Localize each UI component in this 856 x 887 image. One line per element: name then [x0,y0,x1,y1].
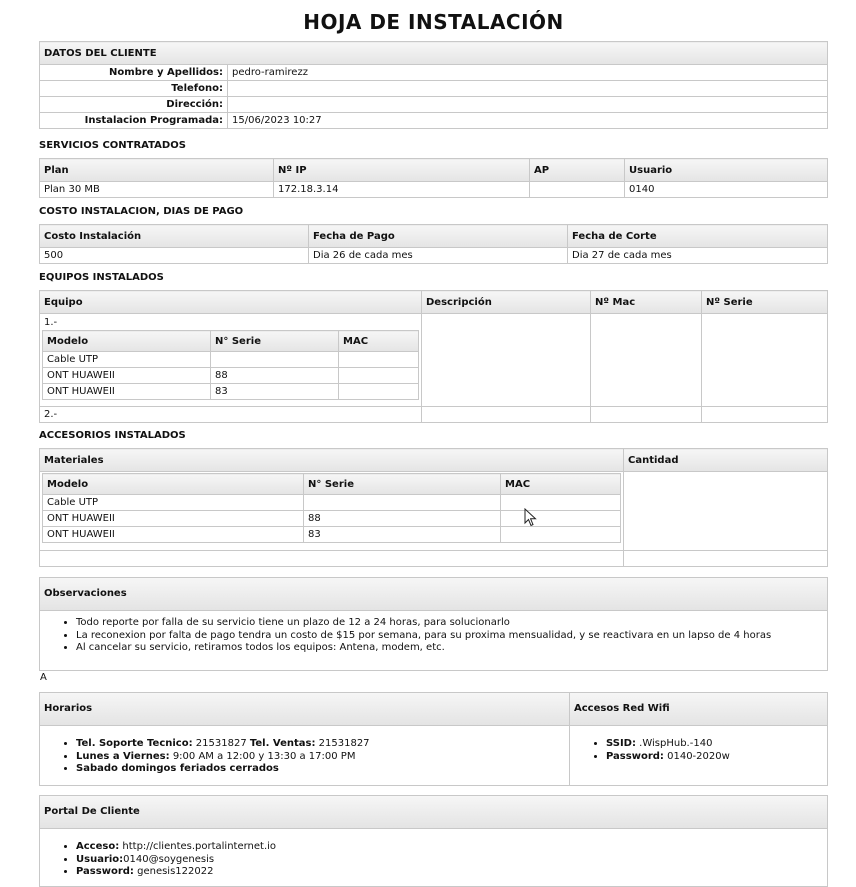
section-title-servicios: SERVICIOS CONTRATADOS [39,140,186,151]
cell-descripcion-2 [422,407,591,423]
cell-cantidad [624,472,828,551]
table-row [43,368,419,384]
list-item: • Al cancelar su servicio, retiramos todos los equipos: Antena, modem, etc. [76,642,827,655]
section-title-equipos: EQUIPOS INSTALADOS [39,272,164,283]
cell-modelo: ONT HUAWEII [43,368,211,384]
table-row [43,352,419,368]
header-ip: Nº IP [274,159,530,182]
observations-box [39,577,828,671]
weekday-value: 9:00 AM a 12:00 y 13:30 a 17:00 PM [172,750,356,762]
cell-serie-2 [702,407,828,423]
weekend-text: Sabado domingos feriados cerrados [76,763,279,774]
wifi-title: Accesos Red Wifi [570,693,827,726]
cell-serie: 83 [211,384,339,400]
portal-box [39,795,828,887]
cell-costo: 500 [40,248,309,264]
list-item [76,854,827,867]
header-costo: Costo Instalación [40,225,309,248]
header-materiales: Materiales [40,449,624,472]
cell-mac-1 [591,314,702,407]
label-nombre: Nombre y Apellidos: [40,65,228,81]
value-nombre: pedro-ramirezz [228,65,828,81]
cell-modelo: ONT HUAWEII [43,511,304,527]
cell-modelo: ONT HUAWEII [43,384,211,400]
label-telefono: Telefono: [40,81,228,97]
ssid-label: SSID: [606,738,636,749]
cell-serie [304,495,501,511]
cell-serie: 83 [304,527,501,543]
support-phone-value: 21531827 [195,738,247,749]
cell-serie: 88 [211,368,339,384]
weekday-label: Lunes a Viernes: [76,750,170,762]
cell-modelo: Cable UTP [43,495,304,511]
table-row [43,527,621,543]
label-direccion: Dirección: [40,97,228,113]
list-item: • Todo reporte por falla de su servicio tiene un plazo de 12 a 24 horas, para solucionarlo [76,617,827,630]
section-title-cliente: DATOS DEL CLIENTE [40,42,828,65]
section-title-accesorios: ACCESORIOS INSTALADOS [39,430,186,441]
value-telefono [228,81,828,97]
list-item [76,751,569,764]
schedule-title: Horarios [40,693,569,726]
wifi-password-label: Password: [606,750,664,762]
inner-header-serie: N° Serie [304,474,501,495]
equipment-table [39,290,828,423]
list-item [606,751,827,764]
cell-plan: Plan 30 MB [40,182,274,198]
cell-usuario: 0140 [625,182,828,198]
value-direccion [228,97,828,113]
wifi-list [570,738,827,763]
list-item [76,841,827,854]
services-table [39,158,828,198]
inner-header-modelo: Modelo [43,331,211,352]
header-plan: Plan [40,159,274,182]
wifi-password-value: 0140-2020w [667,750,730,762]
portal-title: Portal De Cliente [40,796,827,829]
list-item [76,763,569,776]
section-title-costo: COSTO INSTALACION, DIAS DE PAGO [39,206,244,217]
list-item: • La reconexion por falta de pago tendra un costo de $15 por semana, para su proxima mensualidad, y se reactivara en un lapso de 4 horas [76,630,827,643]
cost-table [39,224,828,264]
label-instalacion: Instalacion Programada: [40,113,228,129]
cell-mac [501,495,621,511]
portal-user-value: 0140@soygenesis [123,853,215,865]
equipment-item-1 [40,314,422,407]
cell-mac [339,368,419,384]
inner-header-mac: MAC [339,331,419,352]
accessories-table [39,448,828,567]
list-item [76,866,827,879]
inner-header-serie: N° Serie [211,331,339,352]
cell-empty-cantidad [624,551,828,567]
equipment-item-2: 2.- [40,407,422,423]
header-mac: Nº Mac [591,291,702,314]
portal-password-value: genesis122022 [137,866,214,877]
wifi-box [569,692,828,786]
cell-mac [501,511,621,527]
sales-phone-label: Tel. Ventas: [249,738,316,749]
list-item [606,738,827,751]
sales-phone-value: 21531827 [318,738,370,749]
header-usuario: Usuario [625,159,828,182]
equipment-item-number: 1.- [44,317,58,328]
portal-access-label: Acceso: [76,841,120,852]
cell-modelo: ONT HUAWEII [43,527,304,543]
cell-descripcion [422,314,591,407]
cell-ip: 172.18.3.14 [274,182,530,198]
portal-password-label: Password: [76,866,134,877]
ssid-value: .WispHub.-140 [639,738,713,749]
header-descripcion: Descripción [422,291,591,314]
stray-text: A [40,672,47,683]
schedule-list [40,738,569,776]
mouse-cursor-icon [524,508,538,528]
cell-fecha-pago: Dia 26 de cada mes [309,248,568,264]
page-title: HOJA DE INSTALACIÓN [303,10,564,34]
equipment-inner-table [42,330,419,400]
cell-modelo: Cable UTP [43,352,211,368]
cell-mac-2 [591,407,702,423]
cell-mac [501,527,621,543]
cell-ap [530,182,625,198]
cell-mac [339,384,419,400]
cell-empty-materials [40,551,624,567]
schedule-box [39,692,570,786]
cell-serie [211,352,339,368]
portal-list [40,841,827,879]
inner-header-modelo: Modelo [43,474,304,495]
header-serie: Nº Serie [702,291,828,314]
header-fecha-pago: Fecha de Pago [309,225,568,248]
support-phone-label: Tel. Soporte Tecnico: [76,738,193,749]
header-ap: AP [530,159,625,182]
header-cantidad: Cantidad [624,449,828,472]
client-data-table [39,41,828,129]
observations-list [40,617,827,655]
inner-header-mac: MAC [501,474,621,495]
portal-access-link[interactable]: http://clientes.portalinternet.io [122,841,277,852]
cell-serie-1 [702,314,828,407]
list-item [76,738,569,751]
cell-fecha-corte: Dia 27 de cada mes [568,248,828,264]
portal-user-label: Usuario: [76,853,124,865]
header-fecha-corte: Fecha de Corte [568,225,828,248]
table-row [43,384,419,400]
cell-serie: 88 [304,511,501,527]
value-instalacion: 15/06/2023 10:27 [228,113,828,129]
cell-mac [339,352,419,368]
header-equipo: Equipo [40,291,422,314]
observations-title: Observaciones [40,578,827,611]
